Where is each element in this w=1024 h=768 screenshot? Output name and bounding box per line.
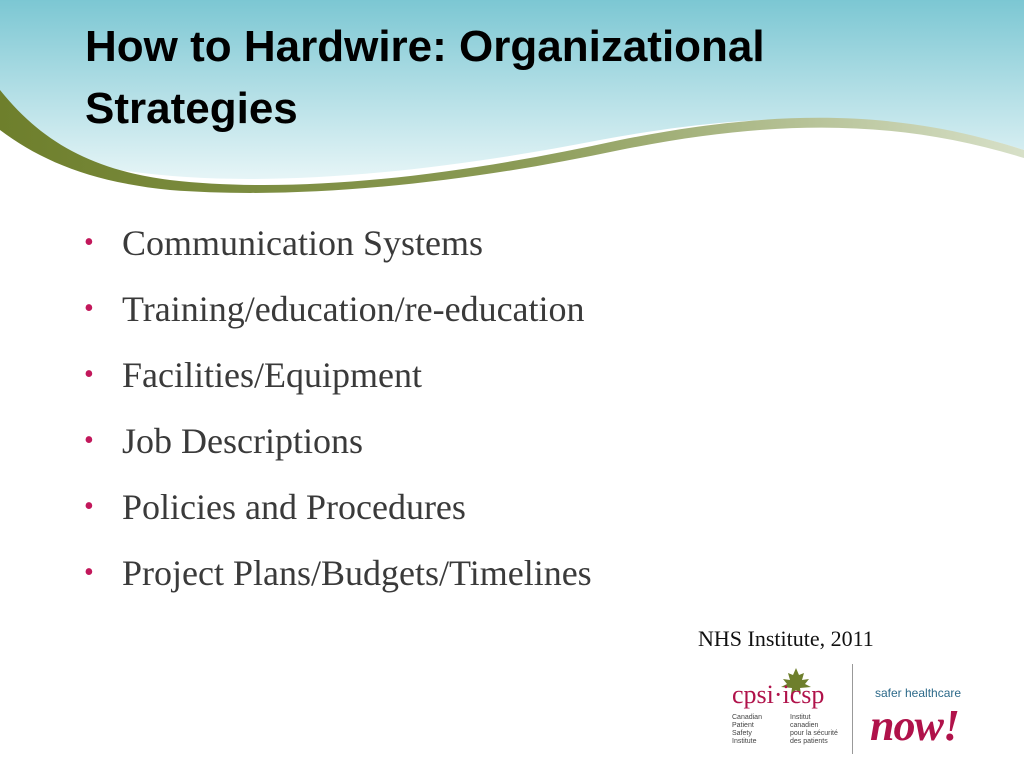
bullet-list [84, 214, 592, 610]
logo-divider [852, 664, 853, 754]
bullet-icon: • [84, 227, 94, 258]
list-item [84, 544, 592, 610]
safer-healthcare-tagline: safer healthcare [875, 686, 962, 700]
bullet-icon: • [84, 425, 94, 456]
list-item [84, 412, 592, 478]
cpsi-logo-wordmark: cpsi·icsp [732, 680, 825, 709]
list-item-label: Policies and Procedures [122, 487, 466, 527]
list-item-label: Project Plans/Budgets/Timelines [122, 553, 592, 593]
bullet-icon: • [84, 557, 94, 588]
list-item-label: Communication Systems [122, 223, 484, 263]
list-item [84, 280, 592, 346]
bullet-icon: • [84, 293, 94, 324]
cpsi-english-name: Canadian Patient Safety Institute [732, 714, 762, 745]
bullet-icon: • [84, 491, 94, 522]
list-item-label: Job Descriptions [122, 421, 363, 461]
list-item-label: Facilities/Equipment [122, 355, 422, 395]
bullet-icon: • [84, 359, 94, 390]
list-item [84, 346, 592, 412]
list-item [84, 214, 592, 280]
list-item-label: Training/education/re-education [122, 289, 585, 329]
slide-title: How to Hardwire: Organizational Strategies [85, 22, 765, 133]
cpsi-french-name: Institut canadien pour la sécurité des patients [790, 714, 838, 745]
logo-area [730, 660, 990, 760]
list-item [84, 478, 592, 544]
citation: NHS Institute, 2011 [698, 626, 874, 651]
now-logo-wordmark: now! [870, 701, 959, 750]
